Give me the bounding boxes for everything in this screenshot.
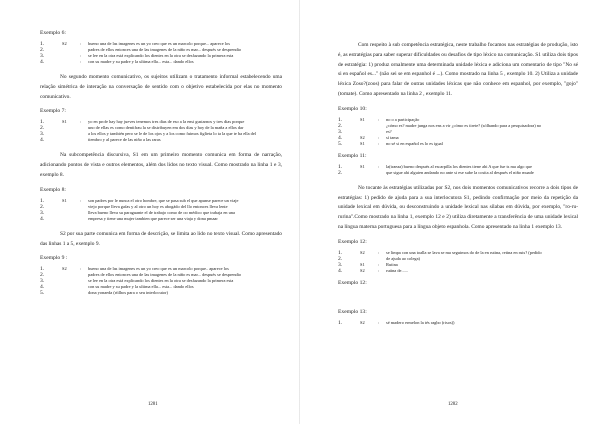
speaker-separator: :	[378, 163, 380, 169]
utterance-text: Rutina	[386, 261, 398, 267]
line-number: 4.	[338, 134, 343, 141]
speaker-separator: :	[80, 59, 82, 64]
speaker-separator: :	[80, 266, 82, 272]
line-number: 3.	[40, 53, 45, 59]
speaker-label	[62, 216, 80, 222]
speaker-label	[360, 170, 378, 176]
utterance-text: bueno una de las imagenes es un yo creo que es un marcolo porque.. aparece los	[88, 266, 229, 272]
line-number: 3.	[40, 209, 45, 216]
speaker-separator: :	[378, 267, 380, 273]
transcript-excerpt	[40, 266, 282, 296]
utterance-text: padres de ellos entonces una de las imagenes de la niño es mar... después se desprendio	[88, 47, 242, 52]
transcript-line	[338, 141, 578, 147]
utterance-text: se limpa con una toalla se lava se ma seguimos do de la en rutina, retina en ruts? (pedido	[386, 249, 542, 255]
line-number: 3.	[338, 128, 343, 135]
utterance-text: lleva bueno lleva su paraguante el de trabajo como de oo médico que trabaja en una	[88, 209, 235, 215]
speaker-separator: :	[80, 197, 82, 203]
transcript-excerpt	[40, 198, 282, 222]
line-number: 5.	[338, 140, 343, 147]
transcript-excerpt	[338, 250, 578, 274]
line-number: 1.	[338, 249, 343, 256]
page-number: 1282	[448, 402, 458, 407]
blank-space	[338, 291, 578, 309]
line-number: 2.	[40, 203, 45, 210]
transcript-line	[338, 268, 578, 274]
speaker-separator: :	[80, 119, 82, 125]
utterance-text: es?	[386, 128, 392, 134]
speaker-separator: :	[378, 134, 380, 140]
speaker-separator: :	[378, 140, 380, 146]
speaker-label: S2	[62, 266, 67, 272]
speaker-separator: :	[80, 41, 82, 46]
line-number: 3.	[40, 131, 45, 138]
speaker-label: S1	[360, 261, 365, 267]
speaker-label	[62, 137, 80, 143]
speaker-separator: :	[378, 261, 380, 267]
transcript-line	[40, 290, 282, 296]
speaker-label: S2	[360, 267, 365, 273]
speaker-label: S1	[360, 163, 365, 169]
example-title: Exemplo 13:	[338, 308, 367, 315]
line-number: 1.	[40, 41, 45, 47]
body-paragraph: S2 por sua parte comunica em forma de descrição, se limita ao lido no texto visual. Como apresentado das linhas 1 a 5, exemplo 9.	[40, 230, 282, 247]
utterance-text: sí tama	[386, 134, 399, 140]
example-title: Exemplo 12:	[338, 238, 367, 245]
transcript-line	[338, 170, 578, 176]
right-page-content	[338, 33, 578, 332]
speaker-separator	[378, 170, 386, 176]
line-number: 1.	[338, 116, 343, 123]
example-title: Exemplo 7:	[40, 108, 66, 115]
utterance-text: bueno una de las imagenes es un yo creo que es un marcolo porque... aparece los	[88, 41, 230, 46]
transcript-line	[40, 59, 282, 65]
speaker-separator	[80, 216, 88, 222]
line-number: 2.	[338, 122, 343, 129]
example-title: Exemplo 9 :	[40, 255, 68, 262]
speaker-label: S2	[360, 319, 365, 325]
utterance-text: no o a participação	[386, 116, 420, 122]
transcript-excerpt	[40, 41, 282, 65]
example-title: Exemplo 6:	[40, 30, 66, 36]
speaker-label	[62, 290, 80, 296]
speaker-separator	[80, 290, 88, 296]
speaker-separator	[80, 137, 88, 143]
line-number: 2.	[40, 272, 45, 279]
utterance-text: yo en profe hay hay jueves tenemos tres dias de eso a la ensi gustarnos y tres dias porque	[88, 119, 245, 125]
page-number: 1281	[148, 402, 158, 407]
speaker-label: S1	[360, 116, 365, 122]
utterance-text: ¿cómo es? madre junga nos ens a vir ¿cómo es tirete? (sólhando para a pesquisadora) no	[386, 122, 542, 128]
utterance-text: uno de ellas es como dentifrau la se distribuyen em dos dias y hoy de la maña a ellos dar	[88, 125, 244, 131]
utterance-text: padres de ellos entonces una de las imagenes de la niño es mar... después se desprendio	[88, 272, 242, 278]
utterance-text: dona yonaeda (rítlhos para o seu interlocutor)	[88, 290, 168, 296]
example-title: Exemplo 10:	[338, 105, 367, 112]
line-number: 4.	[40, 137, 45, 144]
transcript-excerpt	[40, 119, 282, 143]
right-page	[300, 0, 600, 424]
utterance-text: con su madre y su padre y la ultima ella... esta... dando ellos	[88, 59, 194, 64]
utterance-text: a los ellos y también pero se le de los ojos y a los como fuimos figlieta lo ta la que te ba ella del	[88, 131, 257, 137]
body-paragraph: Com respeito à sub competência estratégica, neste trabalho focamos nas estratégias de produção, isto é, as estratégias para saber superar dificuldades ou desafios de tipo léxico na comunicação. S1 utiliza dois tipos de estratégia: 1) produz ornalmente uma determinada unidade léxica e adiciona um comentario de tipo "No sé si en español es..." (não sei se em espanhol é ...). Como mostrado na linha 5 , exemplo 10. 2) Utiliza a unidade léxica Zoso?(zoos) para falar de outras unidades léxicas que não conhece em espanhol, por exemplo, "gojo" (tomate). Como apresentado na linha 2 , exemplo 11.	[338, 42, 578, 97]
transcript-line	[40, 216, 282, 222]
transcript-line	[338, 320, 578, 326]
utterance-text: se lee en la otra está explicando los dientes en la otra se desfazando la primera esta	[88, 278, 234, 284]
line-number: 1.	[338, 319, 343, 326]
left-page-content	[40, 30, 282, 302]
utterance-text: sé madero ermelon la tés ragbo (risos))	[386, 319, 455, 325]
line-number: 2.	[338, 169, 343, 176]
line-number: 2.	[338, 255, 343, 262]
transcript-line	[40, 137, 282, 143]
utterance-text: de ajuda ao colega)	[386, 255, 421, 261]
body-paragraph: Na subcompetência discursiva, S1 em um primeiro momento comunica em forma de narração, adicionando pontos de vista e outros elementos, além dos lidos no texto visual. Como mostrado na linha 1 e 3, exemplo 8.	[40, 152, 282, 178]
speaker-separator: :	[378, 116, 380, 122]
line-number: 5.	[40, 290, 45, 297]
speaker-label	[62, 59, 80, 65]
utterance-text: tiembro y al parece de las niño a las raras	[88, 137, 161, 143]
line-number: 4.	[40, 59, 45, 65]
body-paragraph: No segundo momento comunicativo, os sujeitos utilizam o tratamento informal estabelecendo uma relação simétrica de interação na conversação de sentido com o objetivo estabelecida por elas no momento comunicativo.	[40, 74, 282, 100]
line-number: 2.	[40, 125, 45, 132]
line-number: 2.	[40, 47, 45, 53]
line-number: 3.	[40, 278, 45, 285]
utterance-text: viejo porque lleva gafas y al otro un hoy es abogádo del llo entonces lleva lente	[88, 203, 228, 209]
utterance-text: con su madre y su padre y la ultima ella... esta... dando ellos	[88, 284, 194, 290]
speaker-label: S2	[360, 134, 365, 140]
line-number: 4.	[40, 215, 45, 222]
speaker-label: S1	[62, 119, 67, 125]
line-number: 1.	[40, 197, 45, 204]
speaker-separator: :	[378, 319, 380, 325]
utterance-text: la(traeaa) bueno después al escarpilla los dientes tiene ahi A que fue ts ma algo que	[386, 163, 532, 169]
body-paragraph: No tocante às estratégias utilizadas por S2, nos dois momentos comunicativos recorre a dois tipos de estratégias: 1) pedido de ajuda para a sua interlocutora S1, pedindo confirmação por meio da repetição da unidade lexical em dúvida, ou desconstruindo a unidade lexical nas sílabas em dúvida, por exemplo, "ro-ru-rurina".Como mostrado na linha 1, exemplo 12 e 2) utiliza diretamente a transferência de uma unidade lexical na língua materna portuguesa para a língua objeto espanhola. Como apresentado na linha 1 exemplo 13.	[338, 184, 578, 230]
line-number: 4.	[40, 284, 45, 291]
utterance-text: que sigue ahi alguien andando no ante si ese sube la cosita al después el niño muade	[386, 169, 534, 175]
utterance-text: empresa y tiene una mujer tambien que parece ser una viaja y dona pmaar	[88, 215, 218, 221]
speaker-label: S2	[360, 249, 365, 255]
speaker-separator: :	[80, 53, 82, 58]
example-title: Exemplo 8:	[40, 186, 66, 193]
transcript-excerpt	[338, 320, 578, 326]
line-number: 3.	[338, 261, 343, 268]
transcript-excerpt	[338, 117, 578, 147]
utterance-text: rutina de......	[386, 267, 409, 273]
speaker-label: S1	[360, 140, 365, 146]
utterance-text: no sé si en español es lo es igual	[386, 140, 443, 146]
utterance-text: son padres por le nunca el otro hombre, que se pasa sub el que apunse parece un viaje	[88, 197, 239, 203]
line-number: 1.	[40, 119, 45, 126]
example-title: Exemplo 12:	[338, 279, 367, 286]
line-number: 1.	[338, 163, 343, 170]
line-number: 4.	[338, 267, 343, 274]
utterance-text: se lee en la otra está explicando los dientes en la otra se desfazando la primera esta	[88, 53, 234, 58]
example-title: Exemplo 11:	[338, 152, 367, 159]
speaker-label: S1	[62, 197, 67, 203]
transcript-excerpt	[338, 164, 578, 176]
speaker-label: S2	[62, 41, 67, 46]
line-number: 1.	[40, 266, 45, 273]
speaker-separator: :	[378, 249, 380, 255]
